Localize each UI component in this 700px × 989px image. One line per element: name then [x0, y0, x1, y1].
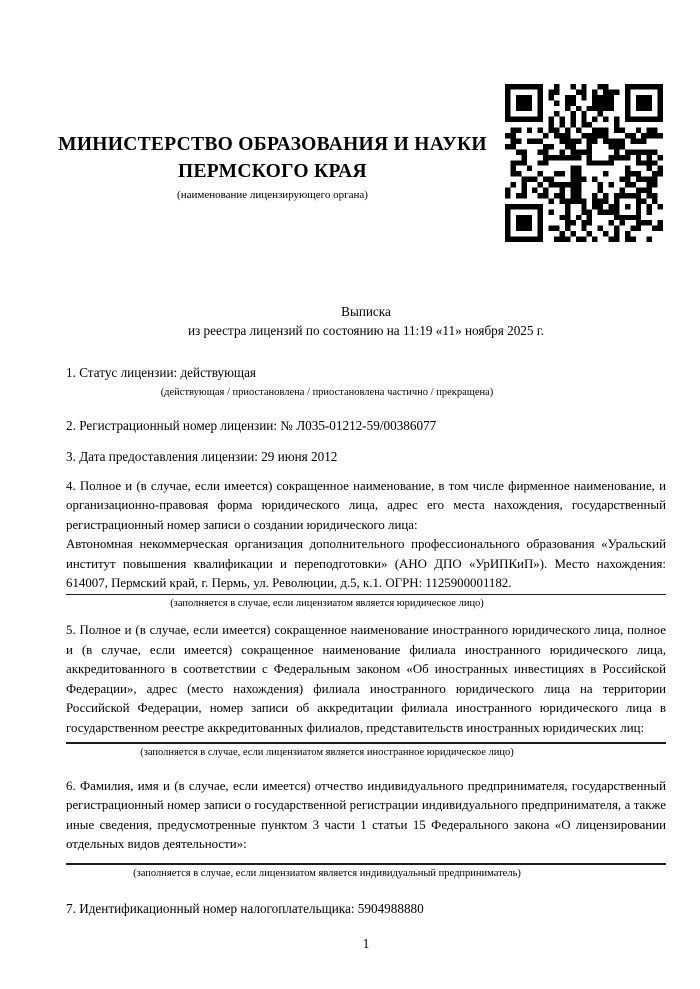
- license-registration-number: 2. Регистрационный номер лицензии: № Л035-01212-59/00386077: [66, 418, 437, 434]
- title-line2: из реестра лицензий по состоянию на 11:19 «11» ноября 2025 г.: [187, 323, 545, 339]
- ministry-name-line1: МИНИСТЕРСТВО ОБРАЗОВАНИЯ И НАУКИ: [58, 134, 487, 155]
- legal-entity-section-label: 4. Полное и (в случае, если имеется) сокращенное наименование, в том числе фирменное наименование, и организационно-правовая форма юридического лица, адрес его места нахождения, государственный регистрационный номер записи о создании юридического лица:: [66, 479, 666, 532]
- individual-entrepreneur-underline: [66, 863, 666, 865]
- ministry-name-line2: ПЕРМСКОГО КРАЯ: [178, 161, 367, 182]
- foreign-entity-section-label: 5. Полное и (в случае, если имеется) сокращенное наименование иностранного юридического лица, полное и (в случае, если имеется) сокращенное наименование филиала иностранного юридического лица, аккредитованного в соответствии с Федеральным законом «Об иностранных инвестициях в Российской Федерации», адрес (место нахождения) филиала иностранного юридического лица на территории Российской Федерации, номер записи об аккредитации филиала иностранного юридического лица в государственном реестре аккредитованных филиалов, представительств иностранных юридических лиц:: [66, 623, 666, 735]
- page-number: 1: [362, 935, 370, 951]
- license-status: 1. Статус лицензии: действующая: [66, 364, 257, 380]
- legal-entity-caption: (заполняется в случае, если лицензиатом является юридическое лицо): [170, 598, 484, 610]
- legal-entity-underline: [66, 594, 666, 595]
- individual-entrepreneur-caption: (заполняется в случае, если лицензиатом является индивидуальный предприниматель): [133, 867, 521, 879]
- license-grant-date: 3. Дата предоставления лицензии: 29 июня 2012: [66, 448, 338, 464]
- legal-entity-value: Автономная некоммерческая организация дополнительного профессионального образования «Уральский институт повышения квалификации и переподготовки» (АНО ДПО «УрИПКиП»). Место нахождения: 614007, Пермский край, г. Пермь, ул. Революции, д.5, к.1. ОГРН: 1125900001182.: [66, 537, 666, 591]
- foreign-entity-underline: [66, 742, 666, 744]
- document-title: [66, 302, 666, 341]
- taxpayer-id: 7. Идентификационный номер налогоплательщика: 5904988880: [66, 900, 424, 916]
- foreign-entity-caption: (заполняется в случае, если лицензиатом является иностранное юридическое лицо): [140, 746, 514, 758]
- title-line1: Выписка: [341, 304, 391, 319]
- individual-entrepreneur-section-label: 6. Фамилия, имя и (в случае, если имеется) отчество индивидуального предпринимателя, государственный регистрационный номер записи о государственной регистрации индивидуального предпринимателя, а также иные сведения, предусмотренные пунктом 3 части 1 статьи 15 Федерального закона «О лицензировании отдельных видов деятельности»:: [66, 778, 666, 852]
- licensing-authority-caption: (наименование лицензирующего органа): [177, 189, 368, 201]
- license-status-options: (действующая / приостановлена / приостановлена частично / прекращена): [160, 387, 494, 399]
